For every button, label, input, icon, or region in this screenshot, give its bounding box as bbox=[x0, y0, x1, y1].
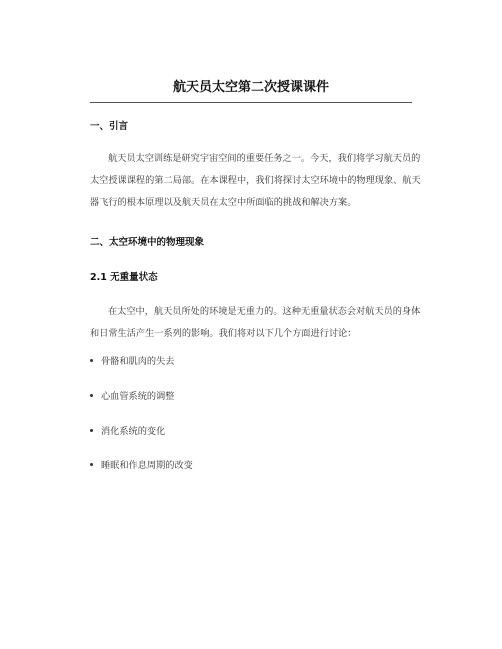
bullet-text: 心血管系统的调整 bbox=[101, 391, 175, 402]
bullet-item bbox=[90, 355, 175, 369]
bullet-text: 骨骼和肌肉的失去 bbox=[101, 356, 175, 367]
document-title: 航天员太空第二次授课课件 bbox=[172, 80, 329, 95]
bullet-item bbox=[90, 425, 165, 439]
paragraph-line: 航天员太空训练是研究宇宙空间的重要任务之一。今天，我们将学习航天员的 bbox=[108, 153, 421, 164]
bullet-text: 睡眠和作息周期的改变 bbox=[101, 460, 193, 471]
bullet-dot-icon bbox=[90, 429, 93, 432]
subsection-heading-weightlessness: 2.1 无重量状态 bbox=[90, 272, 158, 283]
section-heading-physics: 二、太空环境中的物理现象 bbox=[90, 237, 205, 248]
bullet-dot-icon bbox=[90, 394, 93, 397]
bullet-dot-icon bbox=[90, 463, 93, 466]
bullet-text: 消化系统的变化 bbox=[101, 426, 166, 437]
bullet-item bbox=[90, 390, 175, 404]
weightlessness-paragraph bbox=[90, 301, 421, 345]
paragraph-line: 器飞行的根本原理以及航天员在太空中所面临的挑战和解决方案。 bbox=[90, 197, 357, 208]
bullet-item bbox=[90, 459, 193, 473]
paragraph-line: 太空授课课程的第二局部。在本课程中，我们将探讨太空环境中的物理现象、航天 bbox=[90, 175, 421, 186]
title-divider bbox=[90, 102, 412, 103]
paragraph-line: 在太空中，航天员所处的环境是无重力的。这种无重量状态会对航天员的身体 bbox=[108, 306, 421, 317]
paragraph-line: 和日常生活产生一系列的影响。我们将对以下几个方面进行讨论： bbox=[90, 328, 357, 339]
intro-paragraph bbox=[90, 148, 421, 214]
bullet-dot-icon bbox=[90, 359, 93, 362]
section-heading-intro: 一、引言 bbox=[90, 121, 129, 132]
